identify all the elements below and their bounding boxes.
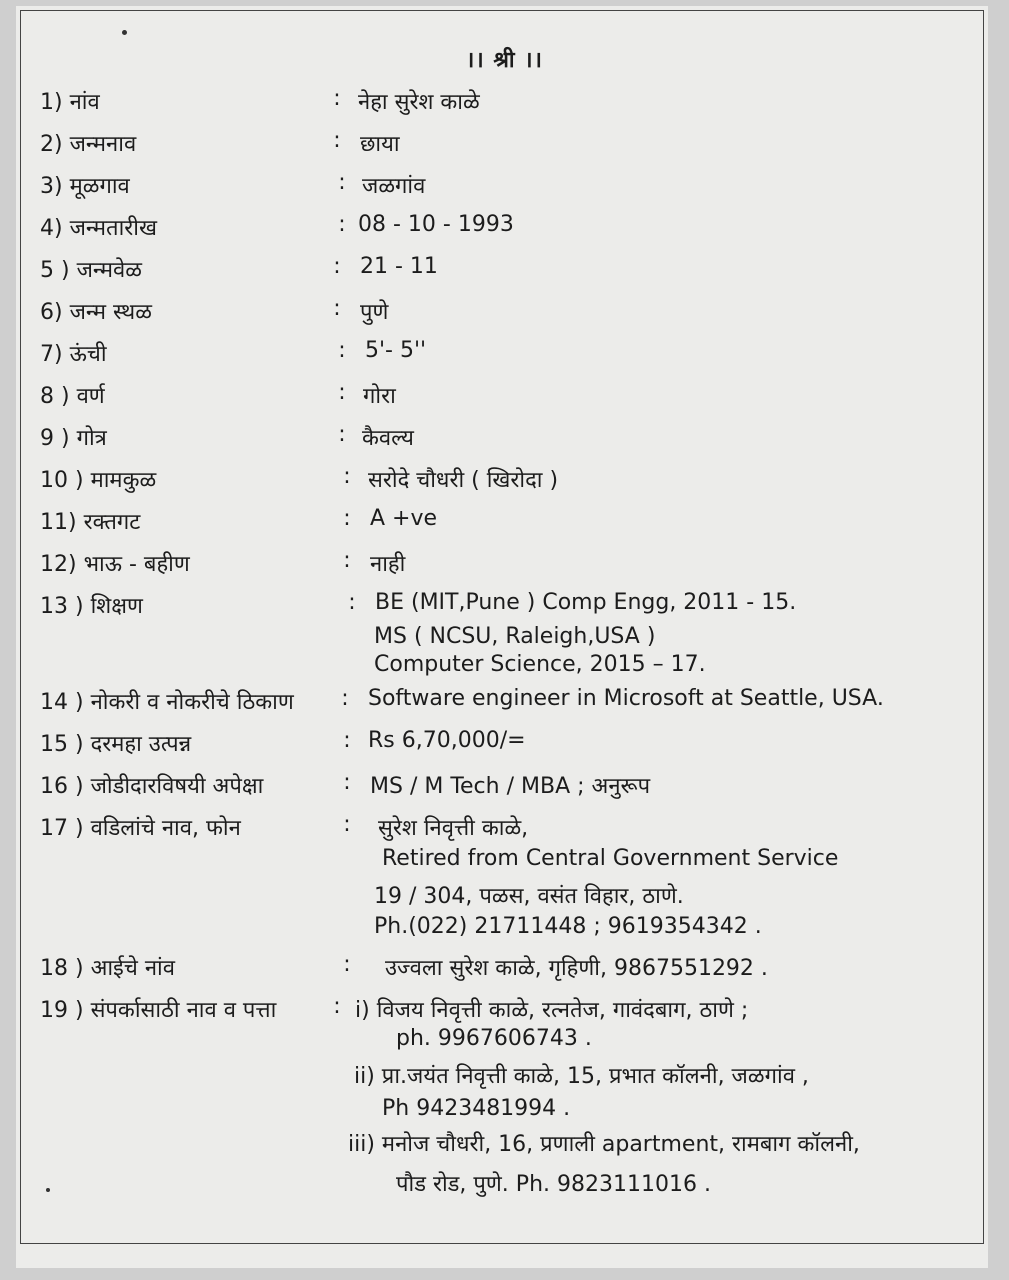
field-label: 1) नांव <box>40 90 100 115</box>
pen-mark <box>122 30 127 35</box>
field-colon: : <box>338 170 346 195</box>
field-label: 16 ) जोडीदारविषयी अपेक्षा <box>40 774 264 799</box>
field-colon: : <box>333 128 341 153</box>
field-value: जळगांव <box>362 174 426 199</box>
field-value: सुरेश निवृत्ती काळे, <box>378 816 529 841</box>
field-colon: : <box>338 422 346 447</box>
continuation-line: iii) मनोज चौधरी, 16, प्रणाली apartment, रामबाग कॉलनी, <box>348 1132 860 1157</box>
page-header: ।। श्री ।। <box>466 48 543 73</box>
field-value: नेहा सुरेश काळे <box>358 90 480 115</box>
continuation-line: Computer Science, 2015 – 17. <box>374 652 706 677</box>
field-label: 6) जन्म स्थळ <box>40 300 152 325</box>
field-value: A +ve <box>370 506 438 531</box>
field-value: BE (MIT,Pune ) Comp Engg, 2011 - 15. <box>375 590 797 615</box>
field-label: 14 ) नोकरी व नोकरीचे ठिकाण <box>40 690 294 715</box>
field-value: MS / M Tech / MBA ; अनुरूप <box>370 774 651 799</box>
field-colon: : <box>343 464 351 489</box>
field-colon: : <box>333 86 341 111</box>
field-value: छाया <box>360 132 400 157</box>
field-value: गोरा <box>363 384 396 409</box>
field-label: 3) मूळगाव <box>40 174 130 199</box>
field-colon: : <box>333 994 341 1019</box>
continuation-line: MS ( NCSU, Raleigh,USA ) <box>374 624 656 649</box>
continuation-line: 19 / 304, पळस, वसंत विहार, ठाणे. <box>374 884 684 909</box>
field-value: कैवल्य <box>362 426 414 451</box>
continuation-line: ii) प्रा.जयंत निवृत्ती काळे, 15, प्रभात कॉलनी, जळगांव , <box>354 1064 809 1089</box>
field-label: 19 ) संपर्कासाठी नाव व पत्ता <box>40 998 277 1023</box>
field-colon: : <box>343 812 351 837</box>
field-label: 7) ऊंची <box>40 342 107 367</box>
field-value: नाही <box>370 552 406 577</box>
field-label: 8 ) वर्ण <box>40 384 105 409</box>
field-value: 5'- 5'' <box>365 338 427 363</box>
continuation-line: ph. 9967606743 . <box>396 1026 592 1051</box>
field-colon: : <box>338 212 346 237</box>
field-value: Rs 6,70,000/= <box>368 728 526 753</box>
field-label: 10 ) मामकुळ <box>40 468 157 493</box>
field-label: 17 ) वडिलांचे नाव, फोन <box>40 816 241 841</box>
field-label: 9 ) गोत्र <box>40 426 107 451</box>
field-colon: : <box>348 590 356 615</box>
continuation-line: Ph 9423481994 . <box>382 1096 571 1121</box>
field-colon: : <box>338 380 346 405</box>
dot-mark <box>46 1188 50 1192</box>
field-colon: : <box>343 952 351 977</box>
field-label: 11) रक्तगट <box>40 510 141 535</box>
continuation-line: Ph.(022) 21711448 ; 9619354342 . <box>374 914 762 939</box>
field-value: उज्वला सुरेश काळे, गृहिणी, 9867551292 . <box>385 956 768 981</box>
field-label: 12) भाऊ - बहीण <box>40 552 190 577</box>
field-label: 15 ) दरमहा उत्पन्न <box>40 732 192 757</box>
field-colon: : <box>333 254 341 279</box>
continuation-line: पौड रोड, पुणे. Ph. 9823111016 . <box>396 1172 711 1197</box>
field-label: 2) जन्मनाव <box>40 132 137 157</box>
field-value: i) विजय निवृत्ती काळे, रत्नतेज, गावंदबाग, ठाणे ; <box>355 998 749 1023</box>
field-value: 08 - 10 - 1993 <box>358 212 514 237</box>
continuation-line: Retired from Central Government Service <box>382 846 839 871</box>
field-value: Software engineer in Microsoft at Seattle, USA. <box>368 686 884 711</box>
field-label: 13 ) शिक्षण <box>40 594 143 619</box>
field-colon: : <box>333 296 341 321</box>
field-value: सरोदे चौधरी ( खिरोदा ) <box>368 468 559 493</box>
field-colon: : <box>341 686 349 711</box>
field-value: पुणे <box>360 300 389 325</box>
field-colon: : <box>343 770 351 795</box>
field-value: 21 - 11 <box>360 254 438 279</box>
field-colon: : <box>338 338 346 363</box>
field-label: 4) जन्मतारीख <box>40 216 157 241</box>
field-colon: : <box>343 548 351 573</box>
field-colon: : <box>343 506 351 531</box>
field-colon: : <box>343 728 351 753</box>
field-label: 18 ) आईचे नांव <box>40 956 175 981</box>
field-label: 5 ) जन्मवेळ <box>40 258 142 283</box>
